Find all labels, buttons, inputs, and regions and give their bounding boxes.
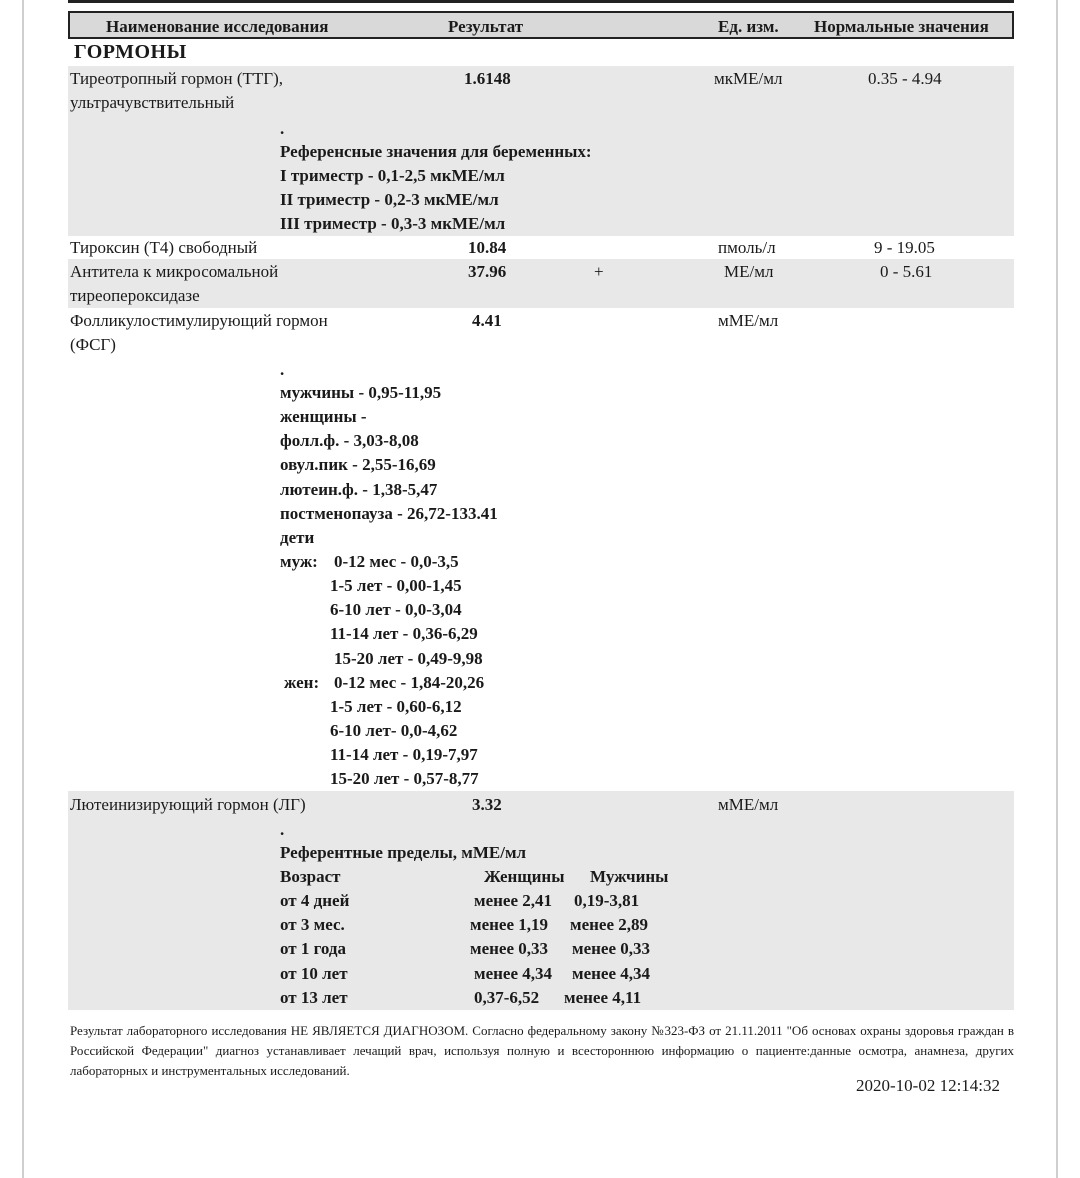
atpo-name-2: тиреопероксидазе <box>70 286 200 305</box>
lh-name: Лютеинизирующий гормон (ЛГ) <box>70 795 306 814</box>
lh-dot: . <box>280 820 285 839</box>
lh-row-age: от 3 мес. <box>280 915 345 934</box>
lh-row-age: от 10 лет <box>280 964 348 983</box>
tsh-ref-3: III триместр - 0,3-3 мкМЕ/мл <box>280 214 506 233</box>
lh-unit: мМЕ/мл <box>718 795 779 814</box>
tsh-dot: . <box>280 119 285 138</box>
fsh-ref-m-2: 1-5 лет - 0,00-1,45 <box>330 576 462 595</box>
tsh-name-1: Тиреотропный гормон (ТТГ), <box>70 69 284 88</box>
tsh-name-2: ультрачувствительный <box>70 93 235 112</box>
lh-row-men: 0,19-3,81 <box>574 891 640 910</box>
lh-row-women: менее 1,19 <box>470 915 549 934</box>
tsh-ref-1: I триместр - 0,1-2,5 мкМЕ/мл <box>280 166 505 185</box>
lh-row-men: менее 0,33 <box>572 939 651 958</box>
fsh-name-2: (ФСГ) <box>70 335 116 354</box>
header-unit: Ед. изм. <box>718 17 779 36</box>
fsh-ref-lut: лютеин.ф. - 1,38-5,47 <box>280 480 438 499</box>
fsh-ref-ovul: овул.пик - 2,55-16,69 <box>280 455 436 474</box>
fsh-ref-f-5: 15-20 лет - 0,57-8,77 <box>330 769 479 788</box>
lh-result: 3.32 <box>472 795 502 814</box>
fsh-ref-post: постменопауза - 26,72-133.41 <box>280 504 498 523</box>
t4-unit: пмоль/л <box>718 238 776 257</box>
tsh-ref-title: Референсные значения для беременных: <box>280 142 592 161</box>
lh-men-header: Мужчины <box>590 867 669 886</box>
fsh-ref-m-5: 15-20 лет - 0,49-9,98 <box>334 649 483 668</box>
fsh-name-1: Фолликулостимулирующий гормон <box>70 311 328 330</box>
lh-row-women: 0,37-6,52 <box>474 988 540 1007</box>
fsh-dot: . <box>280 360 285 379</box>
fsh-ref-f-1: 0-12 мес - 1,84-20,26 <box>334 673 485 692</box>
fsh-ref-men: мужчины - 0,95-11,95 <box>280 383 442 402</box>
page-border-left <box>22 0 24 1178</box>
lh-row-age: от 13 лет <box>280 988 348 1007</box>
top-rule <box>68 0 1014 3</box>
lh-row-women: менее 0,33 <box>470 939 549 958</box>
fsh-result: 4.41 <box>472 311 502 330</box>
lh-women-header: Женщины <box>484 867 565 886</box>
lh-row-women: менее 2,41 <box>474 891 553 910</box>
lh-ref-title: Референтные пределы, мМЕ/мл <box>280 843 527 862</box>
header-result: Результат <box>448 17 524 36</box>
lh-row-women: менее 4,34 <box>474 964 553 983</box>
fsh-ref-m-4: 11-14 лет - 0,36-6,29 <box>330 624 478 643</box>
fsh-ref-children: дети <box>280 528 315 547</box>
tsh-unit: мкМЕ/мл <box>714 69 783 88</box>
fsh-ref-m-3: 6-10 лет - 0,0-3,04 <box>330 600 462 619</box>
t4-norm: 9 - 19.05 <box>874 238 935 257</box>
fsh-ref-f-label: жен: <box>284 673 320 692</box>
lh-row-age: от 4 дней <box>280 891 350 910</box>
atpo-result: 37.96 <box>468 262 507 281</box>
t4-name: Тироксин (Т4) свободный <box>70 238 258 257</box>
fsh-ref-f-2: 1-5 лет - 0,60-6,12 <box>330 697 462 716</box>
tsh-result: 1.6148 <box>464 69 511 88</box>
page-border-right <box>1056 0 1058 1178</box>
timestamp: 2020-10-02 12:14:32 <box>856 1076 1001 1095</box>
atpo-norm: 0 - 5.61 <box>880 262 933 281</box>
header-name: Наименование исследования <box>106 17 329 36</box>
section-title: ГОРМОНЫ <box>74 41 187 63</box>
atpo-flag: + <box>594 262 604 281</box>
fsh-ref-women: женщины - <box>280 407 367 426</box>
fsh-ref-m-1: 0-12 мес - 0,0-3,5 <box>334 552 459 571</box>
lh-row-men: менее 4,11 <box>564 988 642 1007</box>
lh-age-header: Возраст <box>280 867 341 886</box>
lh-row-age: от 1 года <box>280 939 347 958</box>
fsh-ref-foll: фолл.ф. - 3,03-8,08 <box>280 431 419 450</box>
fsh-ref-f-3: 6-10 лет- 0,0-4,62 <box>330 721 458 740</box>
fsh-unit: мМЕ/мл <box>718 311 779 330</box>
tsh-norm: 0.35 - 4.94 <box>868 69 942 88</box>
t4-result: 10.84 <box>468 238 507 257</box>
fsh-ref-f-4: 11-14 лет - 0,19-7,97 <box>330 745 478 764</box>
table-header <box>68 11 1014 39</box>
fsh-ref-m-label: муж: <box>280 552 318 571</box>
lh-row-men: менее 2,89 <box>570 915 649 934</box>
lh-row-men: менее 4,34 <box>572 964 651 983</box>
tsh-ref-2: II триместр - 0,2-3 мкМЕ/мл <box>280 190 499 209</box>
header-norm: Нормальные значения <box>814 17 989 36</box>
atpo-name-1: Антитела к микросомальной <box>70 262 279 281</box>
atpo-unit: МЕ/мл <box>724 262 774 281</box>
disclaimer: Результат лабораторного исследования НЕ ЯВЛЯЕТСЯ ДИАГНОЗОМ. Согласно федеральному закону №323-ФЗ от 21.11.2011 "Об основах охраны здоровья граждан в Российской Федерации" диагноз устанавливает лечащий врач, используя полную и всестороннюю информацию о пациенте:данные осмотра, анамнеза, других лабораторных и инструментальных исследований. <box>70 1023 1014 1078</box>
